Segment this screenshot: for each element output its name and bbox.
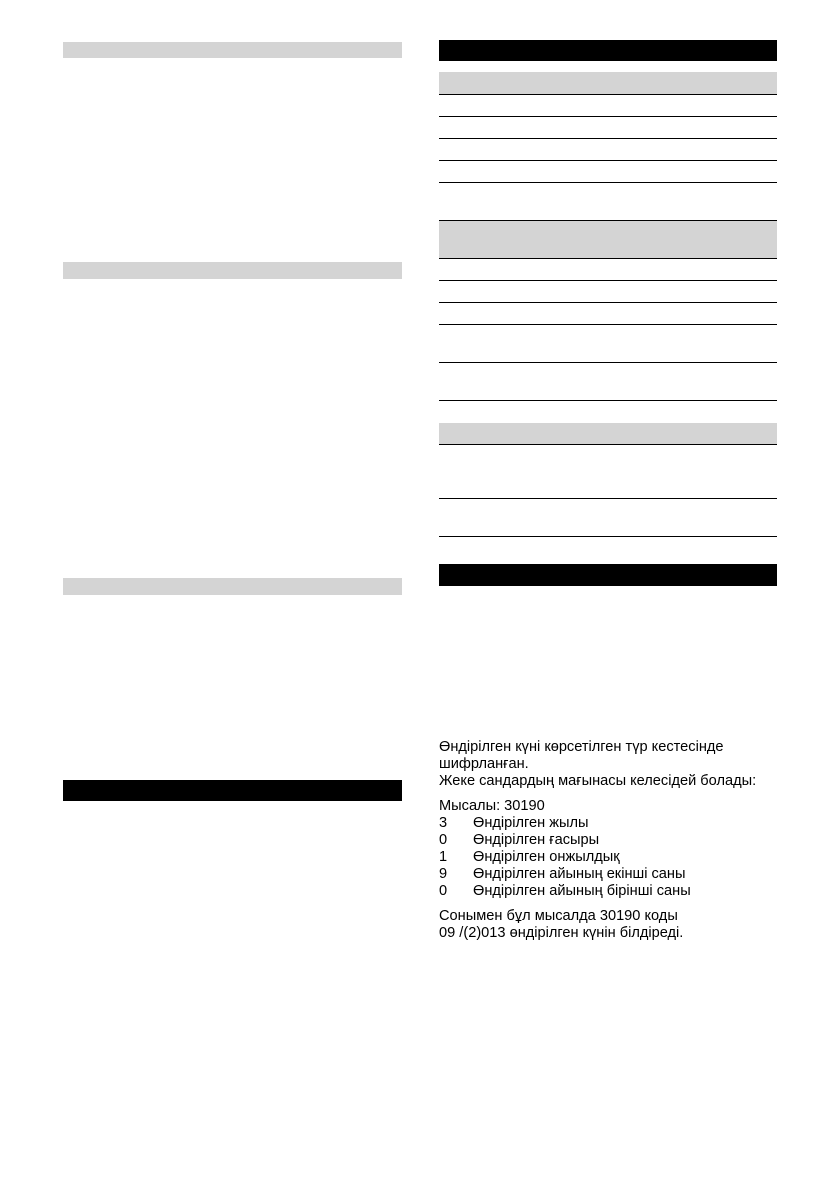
- table-row-divider: [439, 138, 777, 139]
- table-row-divider: [439, 280, 777, 281]
- left-chapter-header: [63, 780, 402, 801]
- table-row-divider: [439, 160, 777, 161]
- intro-line-2: шифрланған.: [439, 756, 529, 772]
- table-row-divider: [439, 258, 777, 259]
- legend-digit: 1: [439, 849, 448, 865]
- technical-data-table: [439, 40, 777, 540]
- legend-meaning: Өндірілген жылы: [473, 815, 589, 831]
- table-row-divider: [439, 362, 777, 363]
- conclusion-line-1: Сонымен бұл мысалда 30190 коды: [439, 908, 678, 924]
- table-title-bar: [439, 40, 777, 61]
- left-section-header-3: [63, 578, 402, 595]
- intro-line-3: Жеке сандардың мағынасы келесідей болады:: [439, 773, 757, 789]
- right-chapter-header: [439, 564, 777, 586]
- left-section-header-2: [63, 262, 402, 279]
- table-row-divider: [439, 324, 777, 325]
- legend-digit: 3: [439, 815, 448, 831]
- table-group-header-1: [439, 72, 777, 94]
- table-row-divider: [439, 498, 777, 499]
- table-group-header-3: [439, 423, 777, 444]
- table-row-divider: [439, 94, 777, 95]
- conclusion-line-2: 09 /(2)013 өндірілген күнін білдіреді.: [439, 925, 684, 941]
- legend-meaning: Өндірілген айының бірінші саны: [473, 883, 691, 899]
- legend-digit: 0: [439, 832, 448, 848]
- intro-line-1: Өндірілген күні көрсетілген түр кестесінде: [439, 739, 724, 755]
- left-section-header-1: [63, 42, 402, 58]
- table-row-divider: [439, 182, 777, 183]
- legend-digit: 0: [439, 883, 448, 899]
- legend-meaning: Өндірілген ғасыры: [473, 832, 600, 848]
- table-group-header-2: [439, 221, 777, 258]
- legend-digit: 9: [439, 866, 448, 882]
- table-row-divider: [439, 116, 777, 117]
- example-label: Мысалы: 30190: [439, 798, 545, 814]
- table-row-divider: [439, 444, 777, 445]
- table-row-divider: [439, 400, 777, 401]
- table-row-divider: [439, 302, 777, 303]
- table-row-divider: [439, 536, 777, 537]
- legend-meaning: Өндірілген онжылдық: [473, 849, 620, 865]
- legend-meaning: Өндірілген айының екінші саны: [473, 866, 686, 882]
